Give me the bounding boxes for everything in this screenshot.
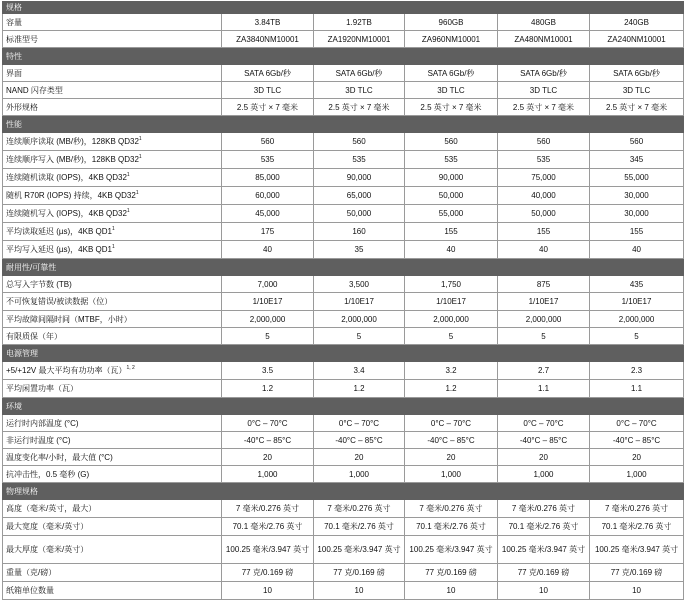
row-label-text: 容量	[6, 17, 22, 27]
table-cell: 70.1 毫米/2.76 英寸	[314, 518, 405, 536]
row-label	[3, 518, 222, 536]
row-label	[3, 380, 222, 398]
table-cell: 2.5 英寸 × 7 毫米	[222, 99, 314, 116]
table-cell: ZA1920NM10001	[314, 31, 405, 48]
row-label-text: 高度（毫米/英寸，最大）	[6, 504, 97, 513]
table-cell: 7 毫米/0.276 英寸	[498, 500, 590, 518]
table-row	[3, 241, 684, 259]
table-cell: 2,000,000	[590, 311, 684, 328]
row-label	[3, 169, 222, 187]
table-cell: 1/10E17	[405, 293, 498, 311]
table-cell: 1,000	[498, 466, 590, 483]
table-row	[3, 133, 684, 151]
table-cell: 7 毫米/0.276 英寸	[222, 500, 314, 518]
table-cell: 240GB	[590, 14, 684, 31]
table-cell: 100.25 毫米/3.947 英寸	[222, 536, 314, 564]
row-label-text: 连续随机读取 (IOPS)，4KB QD32	[6, 173, 127, 182]
table-cell: 1/10E17	[222, 293, 314, 311]
table-row	[3, 328, 684, 345]
section-header-fill	[222, 398, 684, 415]
table-cell: 45,000	[222, 205, 314, 223]
table-cell: 40	[498, 241, 590, 259]
section-header	[3, 116, 684, 133]
table-cell: 1,750	[405, 276, 498, 293]
row-label	[3, 99, 222, 116]
table-cell: 65,000	[314, 187, 405, 205]
row-label	[3, 500, 222, 518]
table-cell: 155	[590, 223, 684, 241]
table-cell: 100.25 毫米/3.947 英寸	[314, 536, 405, 564]
table-cell: 1,000	[405, 466, 498, 483]
table-cell: 10	[590, 582, 684, 600]
table-cell: 1,000	[222, 466, 314, 483]
row-label	[3, 31, 222, 48]
table-cell: 875	[498, 276, 590, 293]
table-cell: 1/10E17	[314, 293, 405, 311]
table-cell: 2.5 英寸 × 7 毫米	[405, 99, 498, 116]
table-cell: 560	[498, 133, 590, 151]
section-header	[3, 483, 684, 500]
row-label-text: 标准型号	[6, 34, 38, 44]
table-cell: 2.5 英寸 × 7 毫米	[590, 99, 684, 116]
footnote-marker: 1	[135, 190, 139, 196]
row-label-text: 连续顺序写入 (MB/秒)，128KB QD32	[6, 155, 139, 164]
table-cell: 10	[314, 582, 405, 600]
table-cell: 100.25 毫米/3.947 英寸	[498, 536, 590, 564]
section-header-fill	[222, 2, 684, 14]
table-cell: 535	[405, 151, 498, 169]
table-cell: 560	[222, 133, 314, 151]
table-row	[3, 82, 684, 99]
table-cell: 3.5	[222, 362, 314, 380]
table-cell: 3,500	[314, 276, 405, 293]
table-cell: 77 克/0.169 磅	[590, 564, 684, 582]
table-cell: 345	[590, 151, 684, 169]
table-row	[3, 205, 684, 223]
table-cell: 0°C – 70°C	[222, 415, 314, 432]
table-cell: 40	[222, 241, 314, 259]
row-label-text: 平均写入延迟 (µs)，4KB QD1	[6, 245, 112, 254]
table-cell: 2.5 英寸 × 7 毫米	[498, 99, 590, 116]
table-cell: 480GB	[498, 14, 590, 31]
row-label-text: 不可恢复错误/被读数据（位）	[6, 297, 113, 306]
row-label	[3, 311, 222, 328]
table-cell: 10	[222, 582, 314, 600]
table-cell: 40	[405, 241, 498, 259]
table-cell: 3.4	[314, 362, 405, 380]
table-cell: 5	[590, 328, 684, 345]
table-cell: 535	[222, 151, 314, 169]
table-cell: 70.1 毫米/2.76 英寸	[498, 518, 590, 536]
table-cell: 155	[405, 223, 498, 241]
section-title: 耐用性/可靠性	[3, 259, 222, 276]
row-label-text: 抗冲击性，0.5 毫秒 (G)	[6, 469, 90, 479]
table-cell: 70.1 毫米/2.76 英寸	[405, 518, 498, 536]
table-row	[3, 99, 684, 116]
table-cell: ZA3840NM10001	[222, 31, 314, 48]
table-cell: 50,000	[498, 205, 590, 223]
table-cell: 7 毫米/0.276 英寸	[590, 500, 684, 518]
row-label-text: 重量（克/磅）	[6, 568, 57, 577]
table-row	[3, 415, 684, 432]
table-cell: 100.25 毫米/3.947 英寸	[405, 536, 498, 564]
row-label-text: 随机 R70R (IOPS) 持续，4KB QD32	[6, 191, 136, 200]
table-cell: 1.2	[405, 380, 498, 398]
table-row	[3, 518, 684, 536]
table-cell: 560	[590, 133, 684, 151]
table-cell: 77 克/0.169 磅	[314, 564, 405, 582]
table-cell: 10	[405, 582, 498, 600]
table-cell: 175	[222, 223, 314, 241]
table-cell: 3D TLC	[405, 82, 498, 99]
table-cell: SATA 6Gb/秒	[314, 65, 405, 82]
row-label-text: 纸箱单位数量	[6, 586, 54, 595]
row-label-text: 运行时内部温度 (°C)	[6, 418, 79, 428]
table-cell: 85,000	[222, 169, 314, 187]
row-label	[3, 432, 222, 449]
table-cell: 20	[405, 449, 498, 466]
table-cell: 90,000	[405, 169, 498, 187]
section-header-fill	[222, 48, 684, 65]
row-label-text: 最大厚度（毫米/英寸）	[6, 545, 89, 554]
table-cell: 55,000	[405, 205, 498, 223]
row-label-text: +5/+12V 最大平均有功功率（瓦）	[6, 366, 127, 375]
table-row	[3, 169, 684, 187]
row-label	[3, 187, 222, 205]
table-cell: 1.2	[314, 380, 405, 398]
row-label	[3, 151, 222, 169]
table-cell: 7,000	[222, 276, 314, 293]
section-title: 规格	[3, 2, 222, 14]
table-cell: 10	[498, 582, 590, 600]
table-cell: 160	[314, 223, 405, 241]
footnote-marker: 1	[138, 136, 142, 142]
table-cell: 535	[314, 151, 405, 169]
table-cell: 1/10E17	[498, 293, 590, 311]
table-cell: 55,000	[590, 169, 684, 187]
table-cell: 2,000,000	[498, 311, 590, 328]
row-label-text: 外形规格	[6, 102, 38, 112]
table-cell: 2,000,000	[314, 311, 405, 328]
table-cell: 535	[498, 151, 590, 169]
table-row	[3, 500, 684, 518]
section-title: 特性	[3, 48, 222, 65]
row-label-text: 最大宽度（毫米/英寸）	[6, 522, 89, 531]
table-row	[3, 293, 684, 311]
table-cell: 0°C – 70°C	[314, 415, 405, 432]
section-header	[3, 48, 684, 65]
table-cell: 3D TLC	[590, 82, 684, 99]
table-cell: 35	[314, 241, 405, 259]
row-label	[3, 328, 222, 345]
table-cell: 2,000,000	[405, 311, 498, 328]
table-cell: 7 毫米/0.276 英寸	[405, 500, 498, 518]
section-title: 物理规格	[3, 483, 222, 500]
table-row	[3, 65, 684, 82]
table-cell: 90,000	[314, 169, 405, 187]
table-cell: ZA960NM10001	[405, 31, 498, 48]
section-title: 电源管理	[3, 345, 222, 362]
table-cell: 77 克/0.169 磅	[405, 564, 498, 582]
row-label	[3, 536, 222, 564]
table-cell: 3D TLC	[222, 82, 314, 99]
section-title: 环境	[3, 398, 222, 415]
table-cell: 20	[314, 449, 405, 466]
row-label-text: 连续顺序读取 (MB/秒)，128KB QD32	[6, 137, 139, 146]
row-label	[3, 466, 222, 483]
table-row	[3, 187, 684, 205]
row-label	[3, 362, 222, 380]
table-cell: 1.1	[498, 380, 590, 398]
row-label-text: 非运行时温度 (°C)	[6, 435, 71, 445]
row-label	[3, 293, 222, 311]
table-row	[3, 432, 684, 449]
spec-table	[2, 1, 684, 600]
footnote-marker: 1	[111, 244, 115, 250]
table-cell: 5	[498, 328, 590, 345]
table-cell: 1,000	[314, 466, 405, 483]
section-header	[3, 2, 684, 14]
table-cell: 1.1	[590, 380, 684, 398]
row-label-text: 平均故障间隔时间（MTBF，小时）	[6, 314, 132, 324]
table-row	[3, 536, 684, 564]
table-cell: 40	[590, 241, 684, 259]
table-cell: 0°C – 70°C	[590, 415, 684, 432]
table-cell: 50,000	[405, 187, 498, 205]
row-label	[3, 449, 222, 466]
table-cell: 2.3	[590, 362, 684, 380]
table-cell: 75,000	[498, 169, 590, 187]
section-header	[3, 345, 684, 362]
table-cell: 20	[590, 449, 684, 466]
table-cell: -40°C – 85°C	[590, 432, 684, 449]
table-cell: 7 毫米/0.276 英寸	[314, 500, 405, 518]
table-cell: 3.84TB	[222, 14, 314, 31]
table-cell: ZA240NM10001	[590, 31, 684, 48]
table-cell: 30,000	[590, 187, 684, 205]
table-cell: SATA 6Gb/秒	[590, 65, 684, 82]
section-header	[3, 398, 684, 415]
table-cell: 100.25 毫米/3.947 英寸	[590, 536, 684, 564]
table-cell: 20	[222, 449, 314, 466]
table-cell: 50,000	[314, 205, 405, 223]
table-cell: -40°C – 85°C	[498, 432, 590, 449]
section-header	[3, 259, 684, 276]
table-cell: 3D TLC	[498, 82, 590, 99]
row-label	[3, 133, 222, 151]
table-cell: 1.2	[222, 380, 314, 398]
row-label	[3, 223, 222, 241]
row-label	[3, 582, 222, 600]
table-cell: 5	[222, 328, 314, 345]
table-cell: 5	[314, 328, 405, 345]
table-row	[3, 311, 684, 328]
row-label	[3, 14, 222, 31]
row-label-text: 界面	[6, 68, 22, 78]
spec-table-body	[3, 2, 684, 600]
table-cell: 30,000	[590, 205, 684, 223]
table-row	[3, 276, 684, 293]
section-header-fill	[222, 345, 684, 362]
row-label	[3, 241, 222, 259]
table-row	[3, 466, 684, 483]
section-header-fill	[222, 259, 684, 276]
section-header-fill	[222, 483, 684, 500]
row-label	[3, 205, 222, 223]
row-label-text: 有限质保（年）	[6, 331, 62, 341]
table-cell: -40°C – 85°C	[314, 432, 405, 449]
table-cell: SATA 6Gb/秒	[222, 65, 314, 82]
row-label	[3, 65, 222, 82]
table-cell: 2,000,000	[222, 311, 314, 328]
table-row	[3, 14, 684, 31]
table-row	[3, 564, 684, 582]
section-title: 性能	[3, 116, 222, 133]
table-cell: 77 克/0.169 磅	[222, 564, 314, 582]
footnote-marker: 1	[126, 208, 130, 214]
table-cell: 960GB	[405, 14, 498, 31]
table-cell: 435	[590, 276, 684, 293]
table-cell: 1,000	[590, 466, 684, 483]
row-label	[3, 415, 222, 432]
row-label-text: NAND 闪存类型	[6, 85, 63, 95]
row-label-text: 总写入字节数 (TB)	[6, 279, 72, 289]
table-cell: 3.2	[405, 362, 498, 380]
footnote-marker: 1	[111, 226, 115, 232]
row-label-text: 平均读取延迟 (µs)，4KB QD1	[6, 227, 112, 236]
footnote-marker: 1, 2	[126, 365, 135, 371]
row-label-text: 平均闲置功率（瓦）	[6, 384, 78, 393]
table-row	[3, 362, 684, 380]
footnote-marker: 1	[138, 154, 142, 160]
table-cell: 1/10E17	[590, 293, 684, 311]
table-row	[3, 380, 684, 398]
table-cell: 5	[405, 328, 498, 345]
table-row	[3, 582, 684, 600]
table-cell: 70.1 毫米/2.76 英寸	[590, 518, 684, 536]
table-cell: 155	[498, 223, 590, 241]
section-header-fill	[222, 116, 684, 133]
table-cell: 70.1 毫米/2.76 英寸	[222, 518, 314, 536]
table-cell: ZA480NM10001	[498, 31, 590, 48]
table-cell: 560	[314, 133, 405, 151]
table-cell: 0°C – 70°C	[405, 415, 498, 432]
table-cell: 560	[405, 133, 498, 151]
table-cell: 1.92TB	[314, 14, 405, 31]
table-cell: -40°C – 85°C	[222, 432, 314, 449]
row-label	[3, 564, 222, 582]
table-row	[3, 449, 684, 466]
table-cell: 60,000	[222, 187, 314, 205]
table-cell: 2.5 英寸 × 7 毫米	[314, 99, 405, 116]
table-cell: SATA 6Gb/秒	[498, 65, 590, 82]
footnote-marker: 1	[126, 172, 130, 178]
table-row	[3, 151, 684, 169]
table-cell: 77 克/0.169 磅	[498, 564, 590, 582]
table-row	[3, 31, 684, 48]
table-row	[3, 223, 684, 241]
table-cell: 0°C – 70°C	[498, 415, 590, 432]
table-cell: 2.7	[498, 362, 590, 380]
row-label	[3, 82, 222, 99]
row-label-text: 温度变化率/小时，最大值 (°C)	[6, 452, 113, 462]
table-cell: -40°C – 85°C	[405, 432, 498, 449]
table-cell: 20	[498, 449, 590, 466]
table-cell: 40,000	[498, 187, 590, 205]
row-label	[3, 276, 222, 293]
table-cell: 3D TLC	[314, 82, 405, 99]
table-cell: SATA 6Gb/秒	[405, 65, 498, 82]
row-label-text: 连续随机写入 (IOPS)，4KB QD32	[6, 209, 127, 218]
